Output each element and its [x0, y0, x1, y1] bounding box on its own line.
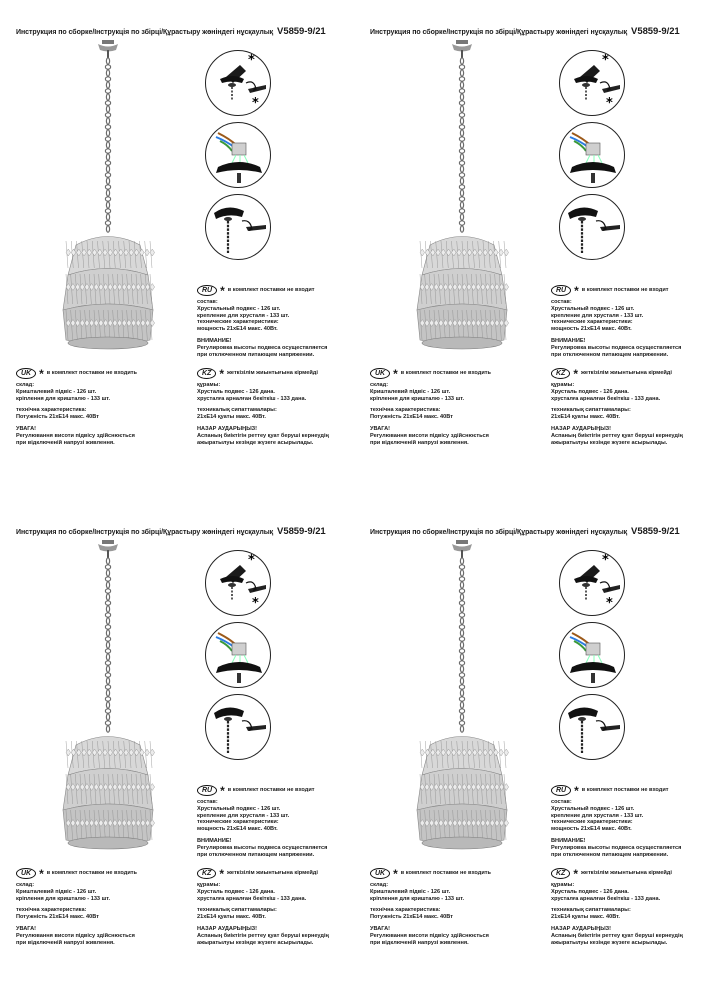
- chandelier-illustration: [412, 40, 512, 370]
- ru-info-block: [551, 785, 701, 859]
- not-included-star-icon: *: [606, 96, 613, 111]
- info-line: мощность 21хЕ14 макс. 40Вт.: [551, 326, 632, 333]
- info-line: Регулировка высоты подвеса осуществляется: [197, 844, 328, 851]
- info-line: Аспаның биіктігін реттеу қуат беруші кернеудің: [551, 432, 683, 439]
- info-line: ажыратылуы кезінде жүзеге асырылады.: [551, 939, 668, 946]
- uk-info-block: [16, 368, 166, 447]
- info-line: крепление для хрусталя - 133 шт.: [197, 312, 290, 319]
- info-line: при відключеній напрузі живлення.: [16, 939, 115, 946]
- ru-info-block: [197, 285, 347, 359]
- info-line: Хрусталь подвес - 126 дана.: [197, 888, 275, 895]
- not-included-star-icon: *: [39, 866, 44, 881]
- info-line: состав:: [197, 299, 218, 305]
- info-line: ажыратылуы кезінде жүзеге асырылады.: [551, 439, 668, 446]
- info-line: 21хЕ14 қуаты макс. 40Вт.: [197, 414, 266, 421]
- info-line: технические характеристики:: [197, 319, 279, 326]
- info-line: құрамы:: [197, 382, 221, 388]
- info-line: крепление для хрусталя - 133 шт.: [551, 312, 644, 319]
- info-line: кріплення для кришталю - 133 шт.: [370, 895, 465, 902]
- info-line: НАЗАР АУДАРЫҢЫЗ!: [551, 426, 612, 433]
- step-wiring: [205, 122, 271, 188]
- info-line: при відключеній напрузі живлення.: [370, 939, 469, 946]
- info-line: НАЗАР АУДАРЫҢЫЗ!: [197, 426, 258, 433]
- info-line: Регулювання висоти підвісу здійснюється: [16, 432, 135, 439]
- not-included-star-icon: *: [220, 283, 225, 298]
- info-line: технічна характеристика:: [370, 907, 441, 914]
- step-wiring: [205, 622, 271, 688]
- info-line: хрусталға арналған бекіткіш - 133 дана.: [551, 895, 661, 902]
- assembly-steps: [559, 550, 625, 766]
- info-line: состав:: [551, 299, 572, 305]
- kz-info-block: [197, 368, 347, 447]
- info-line: ВНИМАНИЕ!: [197, 338, 232, 345]
- info-line: склад:: [16, 382, 35, 388]
- info-line: Хрустальный подвес - 126 шт.: [551, 805, 635, 812]
- language-badge-ru: RU: [551, 785, 571, 796]
- info-line: УВАГА!: [16, 426, 37, 433]
- language-badge-uk: UK: [370, 868, 390, 879]
- instruction-sheet-3: [0, 500, 353, 1000]
- model-number: V5859-9/21: [631, 526, 680, 537]
- kz-info-block: [197, 868, 347, 947]
- info-line: ВНИМАНИЕ!: [551, 838, 586, 845]
- not-included-note: жеткізілім жиынтығына кірмейді: [581, 870, 672, 877]
- info-line: Кришталевий підвіс - 126 шт.: [370, 888, 451, 895]
- info-line: Хрусталь подвес - 126 дана.: [197, 388, 275, 395]
- not-included-star-icon: *: [248, 553, 255, 568]
- info-line: состав:: [197, 799, 218, 805]
- not-included-star-icon: *: [252, 596, 259, 611]
- step-wiring: [559, 622, 625, 688]
- language-badge-ru: RU: [551, 285, 571, 296]
- info-line: Кришталевий підвіс - 126 шт.: [16, 888, 97, 895]
- info-line: Потужність 21хЕ14 макс. 40Вт: [370, 914, 453, 921]
- chandelier-illustration: [58, 540, 158, 870]
- language-badge-uk: UK: [16, 868, 36, 879]
- ru-info-block: [551, 285, 701, 359]
- info-line: хрусталға арналған бекіткіш - 133 дана.: [551, 395, 661, 402]
- info-line: Регулювання висоти підвісу здійснюється: [370, 932, 489, 939]
- ru-info-block: [197, 785, 347, 859]
- info-line: склад:: [16, 882, 35, 888]
- chandelier-illustration: [58, 40, 158, 370]
- step-canopy-mount: [205, 50, 271, 116]
- instruction-sheet-1: [0, 0, 353, 500]
- not-included-note: в комплект поставки не входить: [46, 370, 137, 377]
- kz-info-block: [551, 868, 701, 947]
- info-line: Аспаның биіктігін реттеу қуат беруші кернеудің: [551, 932, 683, 939]
- info-line: Потужність 21хЕ14 макс. 40Вт: [16, 414, 99, 421]
- info-line: НАЗАР АУДАРЫҢЫЗ!: [197, 926, 258, 933]
- info-line: Хрустальный подвес - 126 шт.: [197, 805, 281, 812]
- language-badge-kz: KZ: [197, 868, 216, 879]
- info-line: при отключенном питающем напряжении.: [197, 351, 315, 358]
- info-line: мощность 21хЕ14 макс. 40Вт.: [551, 826, 632, 833]
- not-included-star-icon: *: [252, 96, 259, 111]
- kz-info-block: [551, 368, 701, 447]
- language-badge-ru: RU: [197, 285, 217, 296]
- not-included-star-icon: *: [573, 866, 579, 881]
- info-line: Регулировка высоты подвеса осуществляется: [551, 844, 682, 851]
- instruction-title: Инструкция по сборке/Інструкція по збірці/Құрастыру жөніндегі нұсқаулық V5859-9/21: [370, 26, 680, 37]
- not-included-note: в комплект поставки не входит: [227, 287, 315, 294]
- not-included-note: в комплект поставки не входит: [227, 787, 315, 794]
- info-line: технические характеристики:: [551, 819, 633, 826]
- not-included-star-icon: *: [393, 866, 398, 881]
- info-line: құрамы:: [197, 882, 221, 888]
- step-height-adjust: [205, 694, 271, 760]
- info-line: УВАГА!: [370, 926, 391, 933]
- info-line: техникалық сипаттамалары:: [551, 907, 631, 914]
- info-line: технические характеристики:: [551, 319, 633, 326]
- info-line: Хрусталь подвес - 126 дана.: [551, 388, 629, 395]
- info-line: Кришталевий підвіс - 126 шт.: [370, 388, 451, 395]
- info-line: Потужність 21хЕ14 макс. 40Вт: [370, 414, 453, 421]
- info-line: кріплення для кришталю - 133 шт.: [16, 395, 111, 402]
- step-canopy-mount: [559, 50, 625, 116]
- instruction-title: Инструкция по сборке/Інструкція по збірці/Құрастыру жөніндегі нұсқаулық V5859-9/21: [370, 526, 680, 537]
- info-line: техникалық сипаттамалары:: [551, 407, 631, 414]
- step-height-adjust: [559, 194, 625, 260]
- info-line: Регулювання висоти підвісу здійснюється: [370, 432, 489, 439]
- not-included-star-icon: *: [248, 53, 255, 68]
- info-line: хрусталға арналған бекіткіш - 133 дана.: [197, 395, 307, 402]
- info-line: Хрустальный подвес - 126 шт.: [197, 305, 281, 312]
- model-number: V5859-9/21: [277, 526, 326, 537]
- info-line: Потужність 21хЕ14 макс. 40Вт: [16, 914, 99, 921]
- not-included-star-icon: *: [220, 783, 225, 798]
- info-line: ВНИМАНИЕ!: [197, 838, 232, 845]
- step-wiring: [559, 122, 625, 188]
- model-number: V5859-9/21: [277, 26, 326, 37]
- info-line: Аспаның биіктігін реттеу қуат беруші кернеудің: [197, 432, 329, 439]
- not-included-star-icon: *: [39, 366, 44, 381]
- info-line: ажыратылуы кезінде жүзеге асырылады.: [197, 439, 314, 446]
- info-line: крепление для хрусталя - 133 шт.: [551, 812, 644, 819]
- uk-info-block: [370, 868, 520, 947]
- language-badge-kz: KZ: [551, 368, 570, 379]
- chandelier-illustration: [412, 540, 512, 870]
- info-line: техникалық сипаттамалары:: [197, 407, 277, 414]
- not-included-note: в комплект поставки не входить: [400, 370, 491, 377]
- info-line: при отключенном питающем напряжении.: [551, 851, 669, 858]
- info-line: при отключенном питающем напряжении.: [197, 851, 315, 858]
- not-included-note: в комплект поставки не входить: [46, 870, 137, 877]
- instruction-sheet-2: [354, 0, 707, 500]
- instruction-title: Инструкция по сборке/Інструкція по збірці/Құрастыру жөніндегі нұсқаулық V5859-9/21: [16, 526, 326, 537]
- not-included-star-icon: *: [219, 366, 225, 381]
- instruction-title: Инструкция по сборке/Інструкція по збірці/Құрастыру жөніндегі нұсқаулық V5859-9/21: [16, 26, 326, 37]
- language-badge-uk: UK: [370, 368, 390, 379]
- info-line: Регулювання висоти підвісу здійснюється: [16, 932, 135, 939]
- info-line: Регулировка высоты подвеса осуществляется: [197, 344, 328, 351]
- step-height-adjust: [559, 694, 625, 760]
- info-line: кріплення для кришталю - 133 шт.: [370, 395, 465, 402]
- uk-info-block: [370, 368, 520, 447]
- not-included-star-icon: *: [219, 866, 225, 881]
- language-badge-ru: RU: [197, 785, 217, 796]
- info-line: склад:: [370, 882, 389, 888]
- model-number: V5859-9/21: [631, 26, 680, 37]
- not-included-note: в комплект поставки не входит: [581, 787, 669, 794]
- not-included-note: жеткізілім жиынтығына кірмейді: [227, 870, 318, 877]
- instruction-sheet-4: [354, 500, 707, 1000]
- info-line: технічна характеристика:: [370, 407, 441, 414]
- language-badge-kz: KZ: [197, 368, 216, 379]
- info-line: ВНИМАНИЕ!: [551, 338, 586, 345]
- step-height-adjust: [205, 194, 271, 260]
- info-line: кріплення для кришталю - 133 шт.: [16, 895, 111, 902]
- step-canopy-mount: [205, 550, 271, 616]
- info-line: мощность 21хЕ14 макс. 40Вт.: [197, 826, 278, 833]
- language-badge-kz: KZ: [551, 868, 570, 879]
- not-included-star-icon: *: [574, 283, 579, 298]
- language-badge-uk: UK: [16, 368, 36, 379]
- info-line: Аспаның биіктігін реттеу қуат беруші кернеудің: [197, 932, 329, 939]
- info-line: мощность 21хЕ14 макс. 40Вт.: [197, 326, 278, 333]
- info-line: Хрусталь подвес - 126 дана.: [551, 888, 629, 895]
- info-line: склад:: [370, 382, 389, 388]
- not-included-note: жеткізілім жиынтығына кірмейді: [227, 370, 318, 377]
- not-included-star-icon: *: [602, 553, 609, 568]
- assembly-steps: [205, 50, 271, 266]
- info-line: техникалық сипаттамалары:: [197, 907, 277, 914]
- info-line: құрамы:: [551, 882, 575, 888]
- info-line: технические характеристики:: [197, 819, 279, 826]
- info-line: при відключеній напрузі живлення.: [370, 439, 469, 446]
- info-line: 21хЕ14 қуаты макс. 40Вт.: [551, 414, 620, 421]
- assembly-steps: [559, 50, 625, 266]
- info-line: хрусталға арналған бекіткіш - 133 дана.: [197, 895, 307, 902]
- info-line: крепление для хрусталя - 133 шт.: [197, 812, 290, 819]
- info-line: НАЗАР АУДАРЫҢЫЗ!: [551, 926, 612, 933]
- info-line: технічна характеристика:: [16, 907, 87, 914]
- info-line: ажыратылуы кезінде жүзеге асырылады.: [197, 939, 314, 946]
- not-included-star-icon: *: [574, 783, 579, 798]
- assembly-steps: [205, 550, 271, 766]
- info-line: при отключенном питающем напряжении.: [551, 351, 669, 358]
- not-included-star-icon: *: [606, 596, 613, 611]
- info-line: 21хЕ14 қуаты макс. 40Вт.: [197, 914, 266, 921]
- info-line: УВАГА!: [16, 926, 37, 933]
- not-included-star-icon: *: [393, 366, 398, 381]
- not-included-note: в комплект поставки не входить: [400, 870, 491, 877]
- info-line: Регулировка высоты подвеса осуществляется: [551, 344, 682, 351]
- info-line: при відключеній напрузі живлення.: [16, 439, 115, 446]
- not-included-star-icon: *: [602, 53, 609, 68]
- info-line: технічна характеристика:: [16, 407, 87, 414]
- info-line: УВАГА!: [370, 426, 391, 433]
- not-included-star-icon: *: [573, 366, 579, 381]
- info-line: Кришталевий підвіс - 126 шт.: [16, 388, 97, 395]
- step-canopy-mount: [559, 550, 625, 616]
- info-line: құрамы:: [551, 382, 575, 388]
- uk-info-block: [16, 868, 166, 947]
- info-line: состав:: [551, 799, 572, 805]
- info-line: 21хЕ14 қуаты макс. 40Вт.: [551, 914, 620, 921]
- info-line: Хрустальный подвес - 126 шт.: [551, 305, 635, 312]
- not-included-note: в комплект поставки не входит: [581, 287, 669, 294]
- not-included-note: жеткізілім жиынтығына кірмейді: [581, 370, 672, 377]
